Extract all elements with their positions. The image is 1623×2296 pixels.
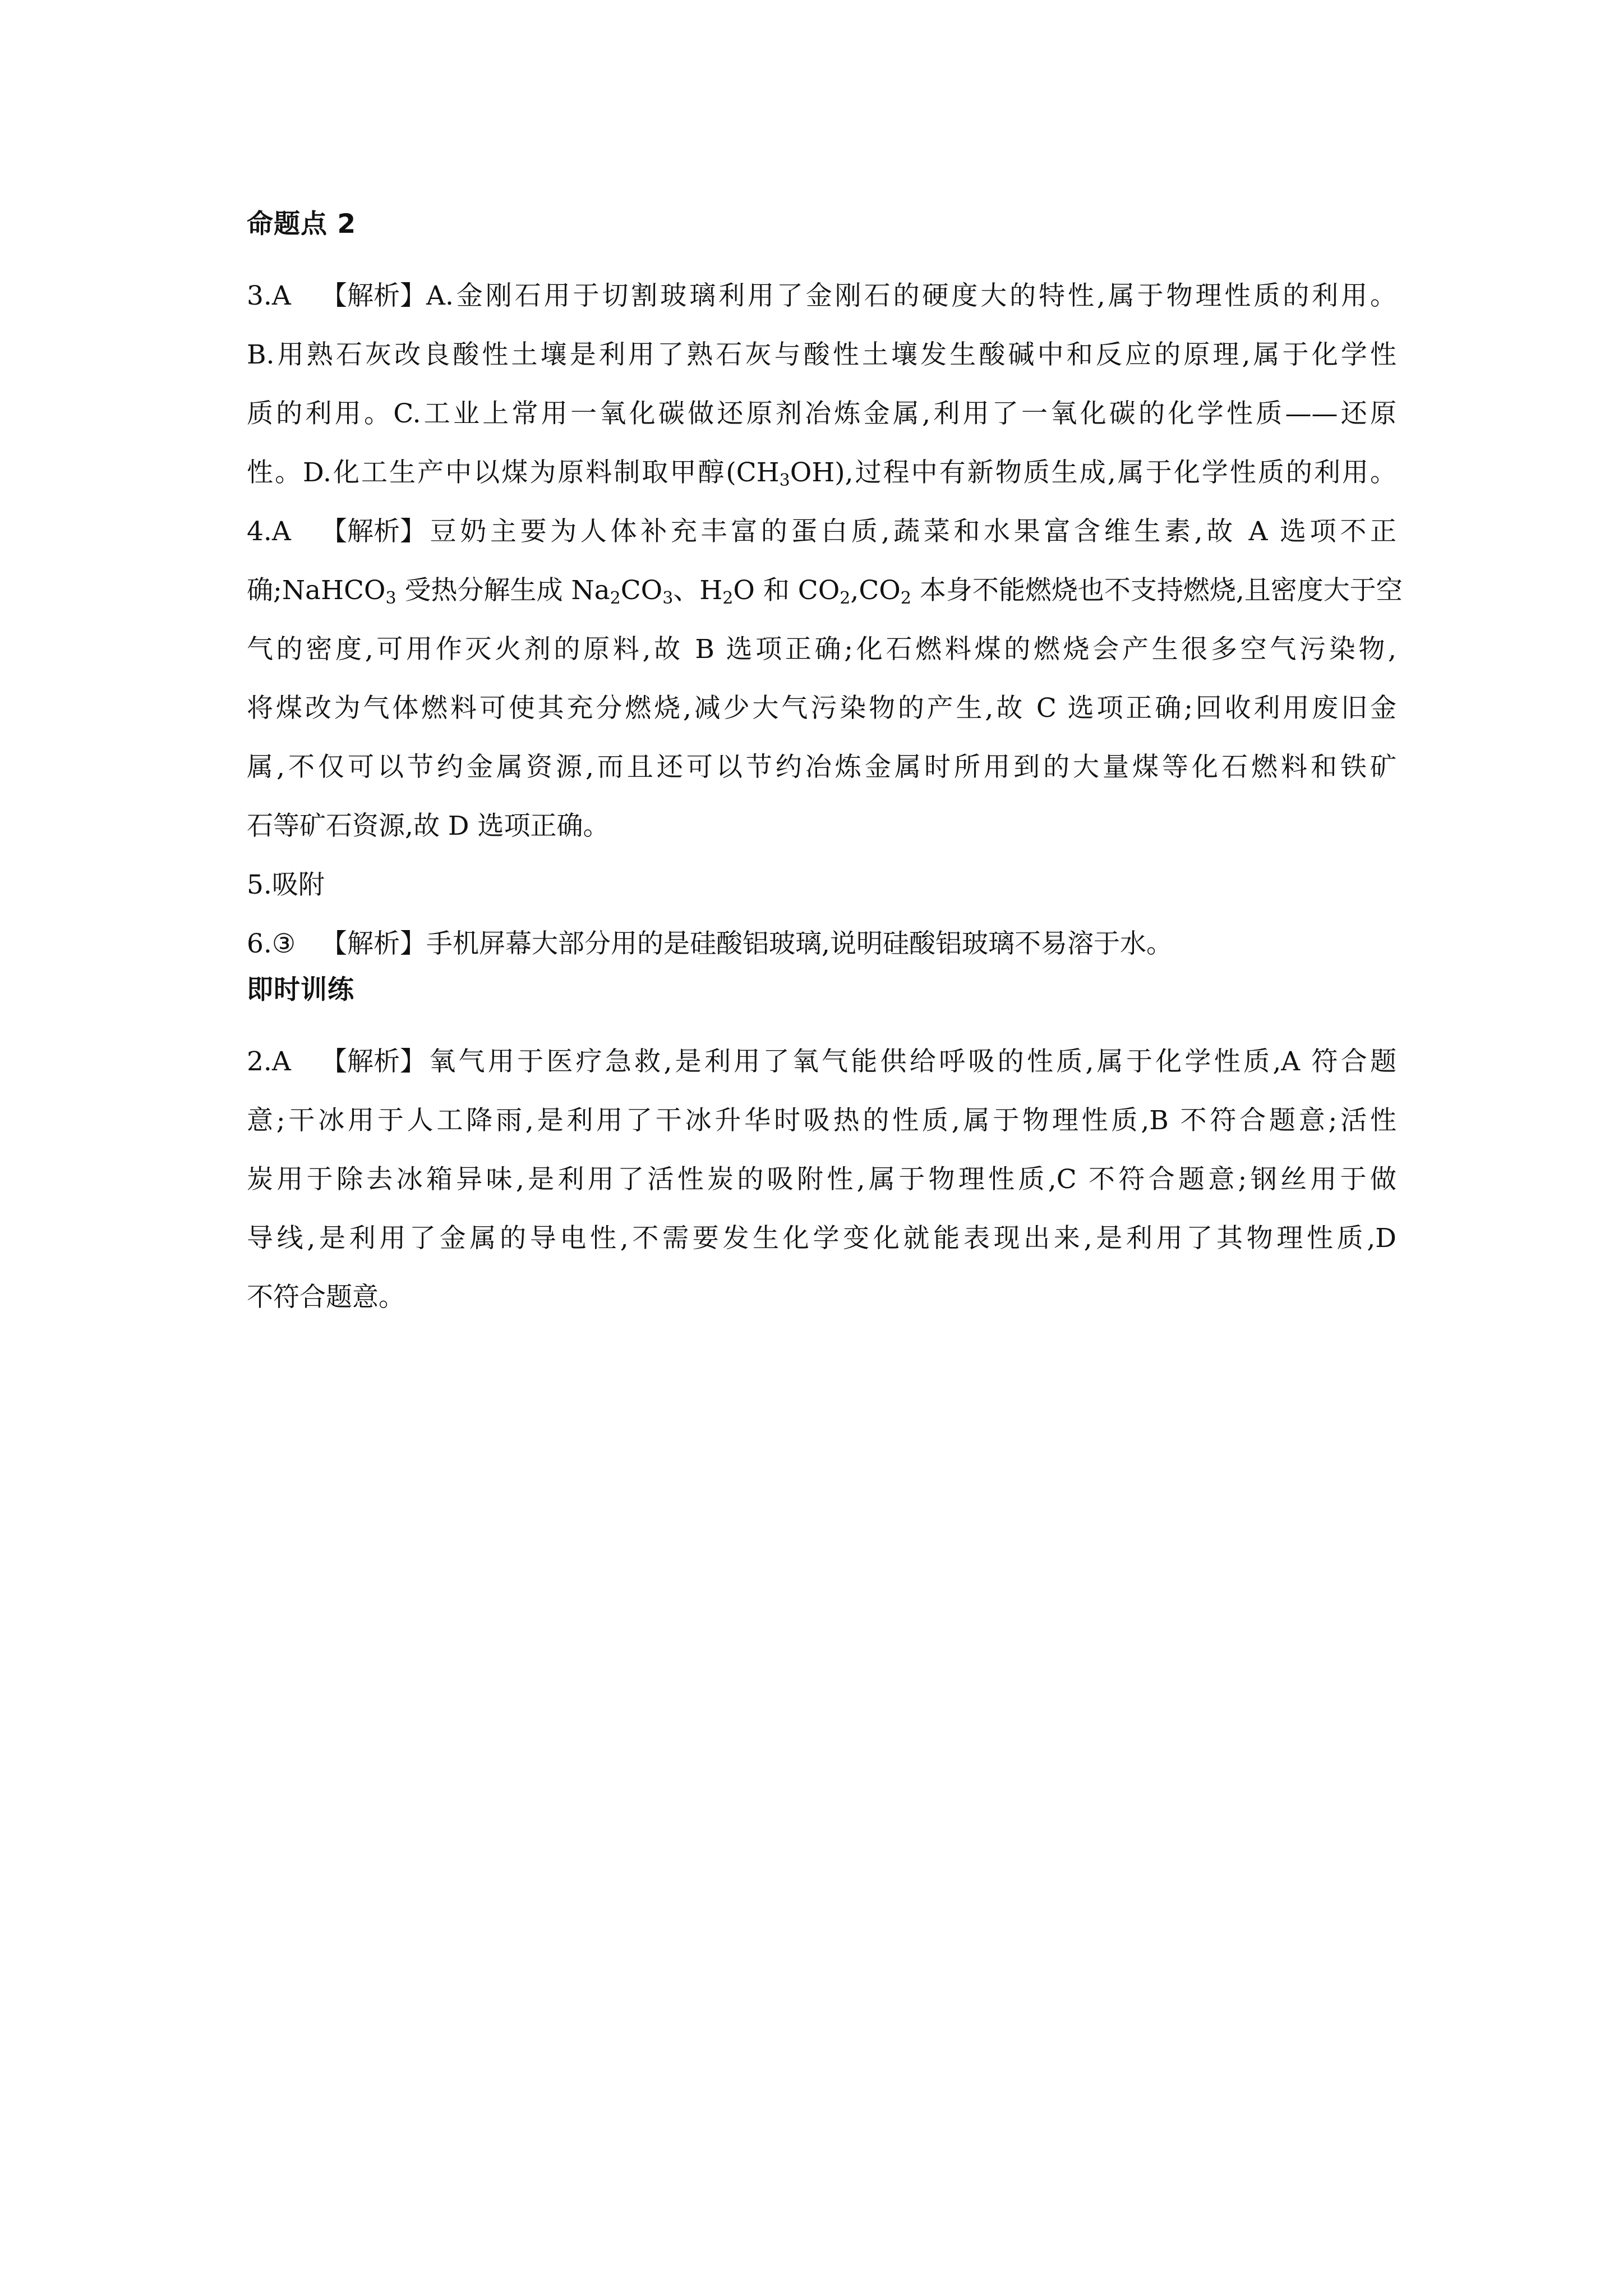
answer-number: 4.A bbox=[247, 516, 291, 547]
text-line bbox=[247, 443, 1396, 502]
text-segment: 性。D.化工生产中以煤为原料制取甲醇(CH bbox=[247, 457, 780, 488]
analysis-tag: 【解析】 bbox=[321, 928, 426, 959]
answer-item-5 bbox=[247, 855, 1396, 914]
subscript: 3 bbox=[385, 588, 396, 608]
text-segment: O 和 CO bbox=[733, 575, 840, 606]
text-segment: CO bbox=[620, 575, 663, 606]
text-segment: 、H bbox=[673, 575, 723, 606]
subscript: 3 bbox=[779, 471, 790, 490]
text-line: 导线,是利用了金属的导电性,不需要发生化学变化就能表现出来,是利用了其物理性质,D bbox=[247, 1223, 1396, 1254]
answer-item-6 bbox=[247, 914, 1396, 973]
text-line: 不符合题意。 bbox=[247, 1282, 405, 1313]
analysis-tag: 【解析】 bbox=[321, 1046, 426, 1077]
text-line: 将煤改为气体燃料可使其充分燃烧,减少大气污染物的产生,故 C 选项正确;回收利用废旧金 bbox=[247, 693, 1396, 724]
text-segment: 豆奶主要为人体补充丰富的蛋白质,蔬菜和水果富含维生素,故 A 选项不正 bbox=[426, 516, 1396, 547]
text-line bbox=[247, 855, 1396, 914]
text-line: 炭用于除去冰箱异味,是利用了活性炭的吸附性,属于物理性质,C 不符合题意;钢丝用于做 bbox=[247, 1164, 1396, 1195]
text-segment: 确;NaHCO bbox=[247, 575, 386, 606]
answer-page bbox=[247, 208, 1403, 1327]
text-line bbox=[247, 266, 1396, 325]
subscript: 2 bbox=[610, 588, 621, 608]
answer-text: 吸附 bbox=[271, 869, 325, 900]
answer-number: 6.③ bbox=[247, 928, 296, 959]
text-segment: 受热分解生成 Na bbox=[396, 575, 610, 606]
text-line bbox=[247, 561, 1403, 620]
answer-item-3 bbox=[247, 266, 1396, 502]
text-line bbox=[247, 914, 1396, 973]
analysis-tag: 【解析】 bbox=[321, 516, 426, 547]
section-heading: 命题点 2 bbox=[247, 209, 357, 240]
text-line: 气的密度,可用作灭火剂的原料,故 B 选项正确;化石燃料煤的燃烧会产生很多空气污染物, bbox=[247, 634, 1396, 665]
answer-item-2 bbox=[247, 1032, 1396, 1327]
text-segment: 手机屏幕大部分用的是硅酸铝玻璃,说明硅酸铝玻璃不易溶于水。 bbox=[426, 928, 1173, 959]
answer-number: 2.A bbox=[247, 1046, 291, 1077]
text-line bbox=[247, 502, 1396, 561]
text-line: 石等矿石资源,故 D 选项正确。 bbox=[247, 811, 610, 841]
text-line: B.用熟石灰改良酸性土壤是利用了熟石灰与酸性土壤发生酸碱中和反应的原理,属于化学性 bbox=[247, 339, 1396, 370]
text-segment: A.金刚石用于切割玻璃利用了金刚石的硬度大的特性,属于物理性质的利用。 bbox=[426, 280, 1396, 311]
text-segment: OH),过程中有新物质生成,属于化学性质的利用。 bbox=[790, 457, 1397, 488]
subscript: 2 bbox=[722, 588, 734, 608]
text-line: 属,不仅可以节约金属资源,而且还可以节约冶炼金属时所用到的大量煤等化石燃料和铁矿 bbox=[247, 752, 1396, 783]
subscript: 2 bbox=[900, 588, 911, 608]
answer-number: 5. bbox=[247, 869, 272, 900]
answer-number: 3.A bbox=[247, 280, 291, 311]
text-segment: 氧气用于医疗急救,是利用了氧气能供给呼吸的性质,属于化学性质,A 符合题 bbox=[426, 1046, 1396, 1077]
text-line: 意;干冰用于人工降雨,是利用了干冰升华时吸热的性质,属于物理性质,B 不符合题意;活性 bbox=[247, 1105, 1396, 1136]
text-line: 质的利用。C.工业上常用一氧化碳做还原剂冶炼金属,利用了一氧化碳的化学性质——还原 bbox=[247, 398, 1396, 429]
analysis-tag: 【解析】 bbox=[321, 280, 426, 311]
answer-item-4 bbox=[247, 502, 1403, 855]
text-segment: 本身不能燃烧也不支持燃烧,且密度大于空 bbox=[911, 575, 1403, 606]
subscript: 3 bbox=[662, 588, 674, 608]
text-line bbox=[247, 1032, 1396, 1091]
subscript: 2 bbox=[840, 588, 851, 608]
section-heading: 即时训练 bbox=[247, 974, 354, 1005]
text-segment: ,CO bbox=[850, 575, 901, 606]
